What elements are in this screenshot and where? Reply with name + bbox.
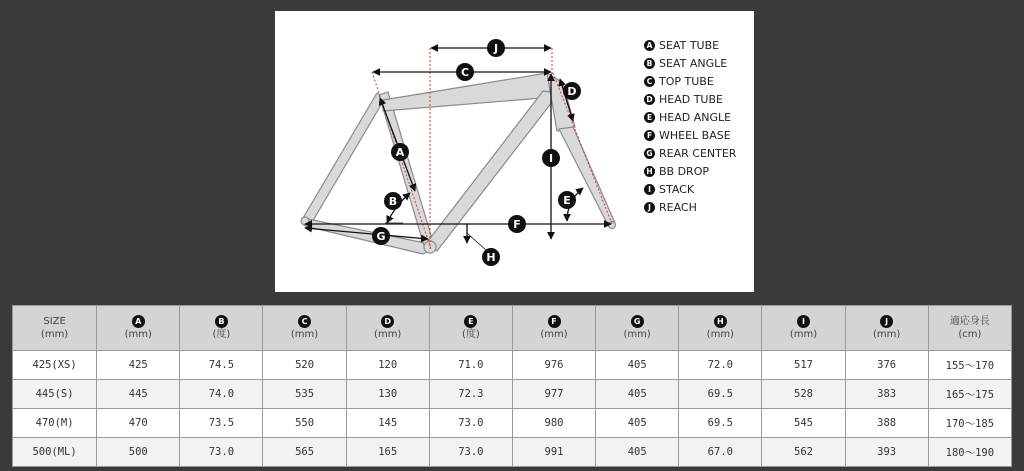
cell-g: 405 [596,351,679,380]
header-c: C (mm) [263,306,346,351]
header-b: B (度) [180,306,263,351]
header-a: A (mm) [97,306,180,351]
legend-label-g: REAR CENTER [659,146,737,160]
legend-label-a: SEAT TUBE [659,38,720,52]
cell-f: 976 [512,351,595,380]
badge-h [482,248,500,266]
svg-text:E: E [563,194,571,207]
table-row [13,409,1012,438]
header-d: D (mm) [346,306,429,351]
badge-j [487,39,505,57]
svg-text:A: A [395,146,405,159]
legend-item-a [644,36,736,54]
cell-size: 470(M) [13,409,97,438]
cell-e: 73.0 [429,438,512,467]
front-dropout [609,222,616,229]
cell-size: 425(XS) [13,351,97,380]
cell-f: 991 [512,438,595,467]
geometry-legend [644,36,736,216]
cell-c: 565 [263,438,346,467]
cell-b: 74.5 [180,351,263,380]
cell-a: 470 [97,409,180,438]
cell-h: 72.0 [679,351,762,380]
legend-item-g [644,144,736,162]
legend-badge-a: A [644,40,655,51]
cell-g: 405 [596,409,679,438]
legend-item-b [644,54,736,72]
cell-d: 120 [346,351,429,380]
cell-h: 69.5 [679,380,762,409]
table-row [13,380,1012,409]
bike-frame [301,73,616,254]
svg-text:J: J [493,42,499,55]
legend-item-h [644,162,736,180]
cell-i: 517 [762,351,845,380]
legend-badge-g: G [644,148,655,159]
legend-item-c [644,72,736,90]
header-e: E (度) [429,306,512,351]
cell-size: 500(ML) [13,438,97,467]
legend-label-b: SEAT ANGLE [659,56,728,70]
cell-height: 165〜175 [928,380,1011,409]
cell-a: 425 [97,351,180,380]
diagram-badges [372,39,581,266]
legend-badge-b: B [644,58,655,69]
legend-badge-h: H [644,166,655,177]
legend-badge-d: D [644,94,655,105]
legend-item-d [644,90,736,108]
badge-c [456,63,474,81]
cell-f: 977 [512,380,595,409]
table-row [13,438,1012,467]
cell-b: 73.0 [180,438,263,467]
seat-stay [303,93,385,224]
down-tube [425,91,559,251]
cell-h: 69.5 [679,409,762,438]
cell-d: 145 [346,409,429,438]
header-f: F (mm) [512,306,595,351]
svg-text:D: D [567,85,577,98]
badge-a [391,143,409,161]
cell-i: 528 [762,380,845,409]
svg-text:C: C [460,66,470,79]
cell-a: 445 [97,380,180,409]
table-row [13,351,1012,380]
cell-height: 155〜170 [928,351,1011,380]
cell-j: 388 [845,409,928,438]
legend-label-h: BB DROP [659,164,709,178]
cell-b: 74.0 [180,380,263,409]
cell-d: 165 [346,438,429,467]
svg-text:I: I [548,152,554,165]
header-height: 適応身長 (cm) [928,306,1011,351]
cell-e: 71.0 [429,351,512,380]
geometry-table [12,305,1012,467]
cell-i: 562 [762,438,845,467]
dim-h-leader [467,233,487,251]
cell-d: 130 [346,380,429,409]
cell-g: 405 [596,380,679,409]
legend-item-i [644,180,736,198]
cell-b: 73.5 [180,409,263,438]
cell-size: 445(S) [13,380,97,409]
legend-label-e: HEAD ANGLE [659,110,732,124]
legend-label-f: WHEEL BASE [659,128,731,142]
cell-j: 393 [845,438,928,467]
geometry-diagram-panel [275,11,754,292]
cell-c: 550 [263,409,346,438]
legend-label-c: TOP TUBE [659,74,714,88]
badge-g [372,227,390,245]
cell-e: 72.3 [429,380,512,409]
header-h: H (mm) [679,306,762,351]
cell-e: 73.0 [429,409,512,438]
badge-e [558,191,576,209]
cell-a: 500 [97,438,180,467]
legend-label-i: STACK [659,182,695,196]
cell-height: 180〜190 [928,438,1011,467]
geometry-table-panel [12,305,1012,466]
legend-label-j: REACH [659,200,697,214]
cell-g: 405 [596,438,679,467]
header-g: G (mm) [596,306,679,351]
badge-d [563,82,581,100]
badge-f [508,215,526,233]
svg-text:F: F [513,218,521,231]
legend-badge-j: J [644,202,655,213]
table-header-row [13,306,1012,351]
legend-item-e [644,108,736,126]
cell-j: 376 [845,351,928,380]
cell-h: 67.0 [679,438,762,467]
header-i: I (mm) [762,306,845,351]
header-size: SIZE (mm) [13,306,97,351]
badge-b [384,192,402,210]
header-j: J (mm) [845,306,928,351]
legend-badge-f: F [644,130,655,141]
legend-badge-e: E [644,112,655,123]
legend-item-j [644,198,736,216]
badge-i [542,149,560,167]
svg-text:H: H [486,251,496,264]
cell-height: 170〜185 [928,409,1011,438]
legend-badge-i: I [644,184,655,195]
svg-text:G: G [376,230,386,243]
legend-item-f [644,126,736,144]
cell-c: 520 [263,351,346,380]
cell-i: 545 [762,409,845,438]
legend-label-d: HEAD TUBE [659,92,723,106]
cell-j: 383 [845,380,928,409]
cell-c: 535 [263,380,346,409]
cell-f: 980 [512,409,595,438]
svg-text:B: B [388,195,398,208]
legend-badge-c: C [644,76,655,87]
